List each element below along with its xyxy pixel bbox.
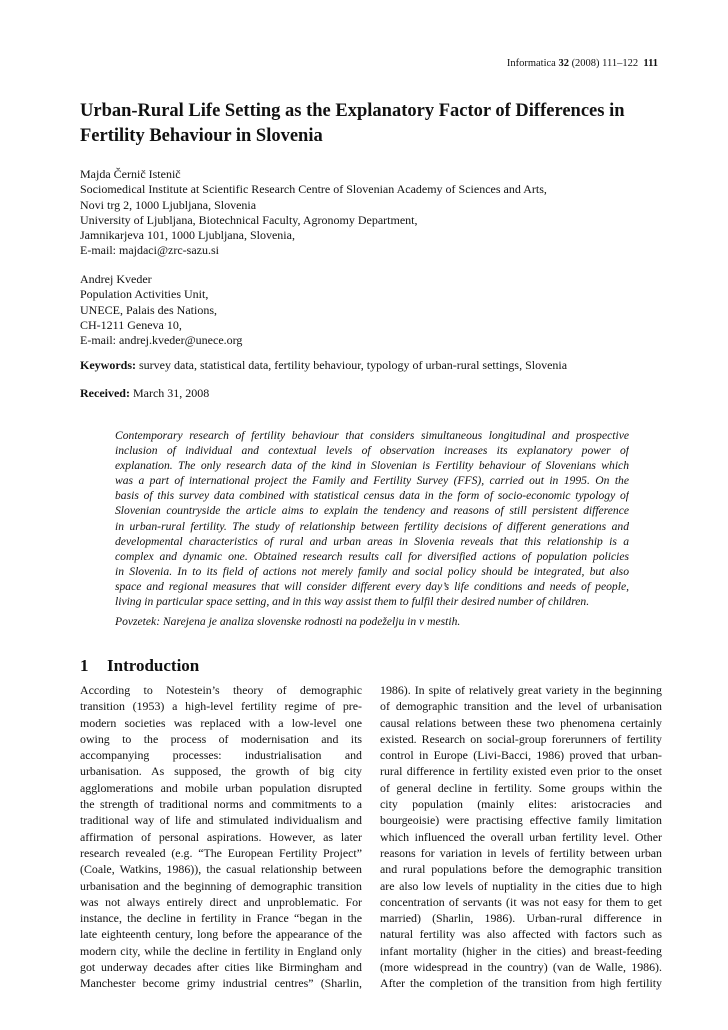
title-line: Urban-Rural Life Setting as the Explanatory Factor of Differences in xyxy=(80,101,625,121)
body-line: urbanisation and the beginning of demographic transition xyxy=(80,878,362,893)
body-line: reasons for variation in levels of fertility between urban xyxy=(380,845,662,860)
body-line: control in Europe (Livi-Bacci, 1986) proved that urban- xyxy=(380,748,662,763)
running-header xyxy=(507,58,658,69)
abstract-line: in Slovenia. In to its field of actions not merely family and social policy should be integrated, but also xyxy=(115,564,629,578)
body-line: accompanying processes: industrialisation and xyxy=(80,748,362,763)
journal-volume: 32 xyxy=(558,58,569,69)
body-line: natural fertility was also affected with factors such as xyxy=(380,927,662,942)
body-line: got underway decades after cities like Birmingham and xyxy=(80,960,362,975)
body-line: late eighteenth century, long before the appearance of the xyxy=(80,927,362,942)
body-line: instance, the decline in fertility in France “began in the xyxy=(80,911,362,926)
body-line: After the completion of the transition from high fertility xyxy=(380,976,662,991)
abstract-line: Contemporary research of fertility behaviour that considers simultaneous longitudinal and prospective xyxy=(115,429,629,442)
abstract-line: living in particular space setting, and in this way assist them to fulfil their desired number of children. xyxy=(115,595,590,609)
body-line: bourgeoisie) were practising effective family limitation xyxy=(380,813,662,828)
section-heading xyxy=(80,656,199,676)
keywords-label: Keywords: xyxy=(80,358,136,372)
body-line: urbanisation. As supposed, the growth of big city xyxy=(80,764,362,779)
body-line: (Coale, Watkins, 1986)), the casual relationship between xyxy=(80,862,362,877)
abstract xyxy=(115,428,629,609)
author2-affil-line: CH-1211 Geneva 10, xyxy=(80,317,182,332)
body-line: affirmation of personal aspirations. However, as later xyxy=(80,829,362,844)
body-line: married) (Sharlin, 1986). Urban-rural difference in xyxy=(380,911,662,926)
body-line: which influenced the overall urban fertility level. Other xyxy=(380,829,662,844)
body-line: According to Notestein’s theory of demographic xyxy=(80,683,362,697)
body-line: modern city, while the decline in fertility in England only xyxy=(80,943,362,958)
body-line: causal relations between these two phenomena certainly xyxy=(380,715,662,730)
body-line: transition (1953) a high-level fertility regime of pre- xyxy=(80,699,362,714)
body-line: of demographic transition and the level of urbanisation xyxy=(380,699,662,714)
body-line: of general decline in fertility. Some groups within the xyxy=(380,780,662,795)
right-column xyxy=(380,682,662,992)
abstract-line: in urban-rural fertility. The study of relationship between fertility decisions of different generations and xyxy=(115,519,629,533)
author2-affil-line: UNECE, Palais des Nations, xyxy=(80,302,217,317)
journal-name: Informatica xyxy=(506,58,556,69)
body-line: owing to the process of modernisation and its xyxy=(80,731,362,746)
body-line: are also low levels of nuptiality in the cities due to high xyxy=(380,878,662,893)
title-line: Fertility Behaviour in Slovenia xyxy=(80,126,323,146)
author2-affil-line: Population Activities Unit, xyxy=(80,287,209,302)
body-line: the strength of traditional norms and commitments to a xyxy=(80,797,362,812)
received-label: Received: xyxy=(80,386,130,400)
body-line: modern societies was replaced with a low-level one xyxy=(80,715,362,730)
author1-email: E-mail: majdaci@zrc-sazu.si xyxy=(80,243,219,258)
abstract-line: basis of this survey data combined with statistical census data in the form of socio-economic typology of xyxy=(115,489,629,503)
section-title: Introduction xyxy=(107,656,200,675)
keywords-text: survey data, statistical data, fertility behaviour, typology of urban-rural settings, Slovenia xyxy=(139,358,568,372)
journal-year-pages: (2008) 111–122 xyxy=(571,58,639,69)
author2-name: Andrej Kveder xyxy=(80,272,152,286)
body-line: infant mortality (higher in the cities) and breast-feeding xyxy=(380,943,662,958)
section-number: 1 xyxy=(80,656,89,675)
keywords xyxy=(80,358,567,373)
body-line: research revealed (e.g. “The European Fertility Project” xyxy=(80,845,362,860)
body-line: (more widespread in the country) (van de Walle, 1986). xyxy=(380,960,662,975)
body-line: existed. Research on social-group forerunners of fertility xyxy=(380,731,662,746)
author1-affil-line: Sociomedical Institute at Scientific Research Centre of Slovenian Academy of Sciences and Arts, xyxy=(80,182,547,197)
author2-affiliation xyxy=(80,272,660,348)
body-line: city population (mainly elites: aristocracies and xyxy=(380,797,662,812)
paper-title xyxy=(80,99,660,149)
received-date xyxy=(80,386,209,401)
body-line: rural difference in fertility existed even prior to the onset xyxy=(380,764,662,779)
author1-affil-line: University of Ljubljana, Biotechnical Faculty, Agronomy Department, xyxy=(80,212,418,227)
abstract-line: inclusion of individual and contextual levels of observation increases its explanatory power of xyxy=(115,444,629,458)
body-line: 1986). In spite of relatively great variety in the beginning xyxy=(380,683,662,697)
abstract-line: Slovenian countryside the article aims to explain the tendency and reasons of still persistent difference xyxy=(115,504,629,518)
author1-affil-line: Jamnikarjeva 101, 1000 Ljubljana, Slovenia, xyxy=(80,228,295,243)
author1-affiliation xyxy=(80,167,660,259)
abstract-line: complex and dynamic one. Obtained research results call for diversified actions of population policies xyxy=(115,549,629,563)
received-text: March 31, 2008 xyxy=(132,386,210,400)
body-line: and rural populations before the demographic transition xyxy=(380,862,662,877)
abstract-line: was a part of international project the Family and Fertility Survey (FFS), carried out in 1995. On the xyxy=(115,474,629,488)
abstract-line: space and regional measures that will consider different every day’s life conditions and needs of people, xyxy=(115,579,629,593)
povzetek: Povzetek: Narejena je analiza slovenske rodnosti na podeželju in v mestih. xyxy=(115,615,461,628)
body-line: concentration of servants (it was not easy for them to get xyxy=(380,894,662,909)
body-line: traditional way of life and stimulated individualism and xyxy=(80,813,362,828)
abstract-line: explanation. The only research data of the kind in Slovenian is Fertility behaviour of Slovenians which xyxy=(115,459,629,473)
left-column xyxy=(80,682,362,992)
body-line: was not always entirely direct and unproblematic. For xyxy=(80,894,362,909)
author2-email: E-mail: andrej.kveder@unece.org xyxy=(80,333,243,348)
body-line: agglomerations and mobile urban population disrupted xyxy=(80,780,362,795)
author1-affil-line: Novi trg 2, 1000 Ljubljana, Slovenia xyxy=(80,197,257,212)
author1-name: Majda Černič Istenič xyxy=(80,167,181,181)
page-number: 111 xyxy=(643,58,658,69)
abstract-line: developmental characteristics of rural and urban areas in Slovenia reveals that this relationship is a xyxy=(115,534,629,548)
body-line: Manchester become grimy industrial centres” (Sharlin, xyxy=(80,976,362,991)
